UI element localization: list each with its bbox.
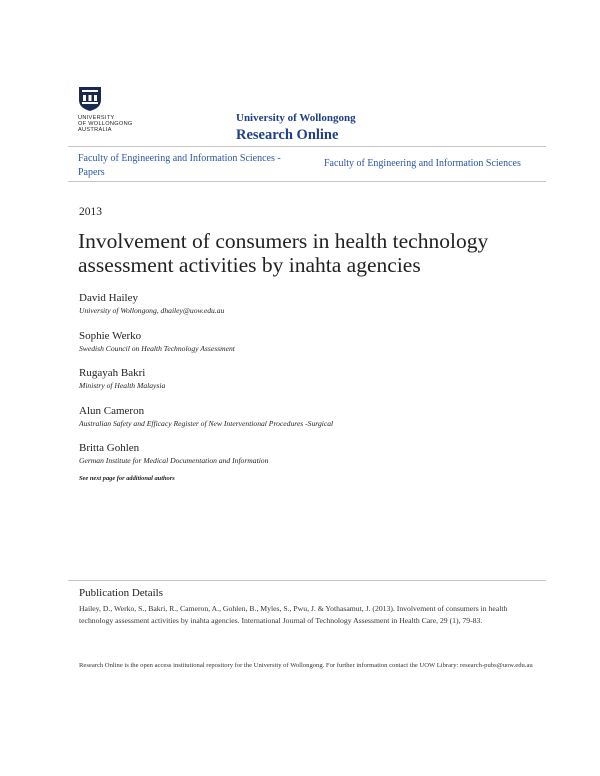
author-entry bbox=[79, 329, 549, 367]
paper-title: Involvement of consumers in health technology assessment activities by inahta agencies bbox=[78, 229, 489, 277]
faculty-link[interactable]: Faculty of Engineering and Information Sciences bbox=[324, 158, 521, 169]
publication-details bbox=[68, 580, 546, 625]
author-affiliation: Ministry of Health Malaysia bbox=[79, 381, 166, 390]
author-affiliation: University of Wollongong, dhailey@uow.edu.au bbox=[79, 306, 225, 315]
author-list bbox=[79, 291, 549, 479]
logo-wordmark bbox=[78, 115, 133, 134]
repository-header bbox=[236, 112, 356, 144]
see-next-page-note: See next page for additional authors bbox=[79, 475, 175, 482]
citation-text: Hailey, D., Werko, S., Bakri, R., Cameron, A., Gohlen, B., Myles, S., Pwu, J. & Yothasamut, J. (2013). Involvement of consumers in health technology assessment activities by inahta agencies. International Journal of Technology Assessment in Health Care, 29 (1), 79-83. bbox=[79, 604, 508, 625]
author-affiliation: German Institute for Medical Documentation and Information bbox=[79, 456, 269, 465]
university-name[interactable]: University of Wollongong bbox=[236, 112, 356, 124]
author-entry bbox=[79, 441, 549, 479]
author-affiliation: Swedish Council on Health Technology Assessment bbox=[79, 343, 235, 353]
repository-name[interactable]: Research Online bbox=[236, 127, 339, 143]
author-affiliation: Australian Safety and Efficacy Register of New Interventional Procedures -Surgical bbox=[79, 418, 334, 428]
logo-line-2: OF WOLLONGONG bbox=[78, 121, 133, 128]
crest-icon bbox=[78, 86, 102, 112]
author-entry bbox=[79, 366, 549, 404]
logo-line-1: UNIVERSITY bbox=[78, 115, 115, 121]
author-name: Sophie Werko bbox=[79, 329, 142, 342]
publication-year: 2013 bbox=[79, 206, 102, 218]
author-entry bbox=[79, 404, 549, 442]
faculty-bar bbox=[68, 146, 546, 182]
university-logo bbox=[78, 86, 144, 134]
author-name: Alun Cameron bbox=[79, 404, 145, 417]
author-name: Rugayah Bakri bbox=[79, 367, 146, 379]
logo-line-3: AUSTRALIA bbox=[78, 127, 112, 134]
author-name: David Hailey bbox=[79, 292, 138, 304]
faculty-papers-link[interactable]: Faculty of Engineering and Information Sciences - Papers bbox=[78, 153, 281, 178]
repository-footer-note: Research Online is the open access institutional repository for the University of Wollongong. For further information contact the UOW Library: research-pubs@uow.edu.au bbox=[79, 662, 533, 669]
publication-details-heading: Publication Details bbox=[79, 587, 164, 599]
author-entry bbox=[79, 291, 549, 329]
author-name: Britta Gohlen bbox=[79, 442, 140, 454]
